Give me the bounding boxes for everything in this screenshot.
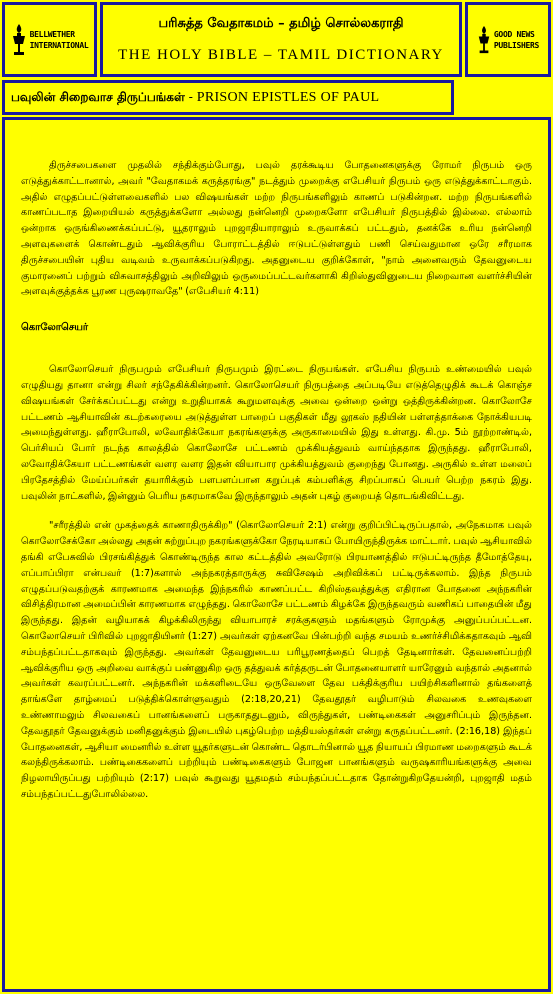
section-title-english: PRISON EPISTLES OF PAUL: [196, 90, 380, 105]
paragraph-colossians-2: "சரீரத்தில் என் முகத்தைக் காணாதிருக்கிற" (கொலோசெயர் 2:1) என்று குறிப்பிட்டிருப்பதால், அநேகமாக பவுல் கொலோசேக்கோ அல்லது அதன் சுற்றுப்புற நகரங்களுக்கோ நேரடியாகப் போயிருந்திருக்க மாட்டார். பவுல் ஆசியாவில் தங்கி எபேசுவில் பிரசங்கித்துக் கொண்டிருந்த கால கட்டத்தில் அவரோடு பிரயாணத்தில் ஈடுபட்டிருந்த தீமோத்தேயு, எப்பாப்பிரா என்பவர் (1:7)களால் அந்நகரத்தாருக்கு சுவிசேஷம் அறிவிக்கப் பட்டிருக்கலாம். இந்த நிருபம் எழுதப்படுவதற்குக் காரணமாக அமைந்த இந்நகரில் காணப்பட்ட கிறிஸ்தவத்துக்கு எதிரான போதனை அந்நகரின் விசித்திரமான அமைப்பின் காரணமாக எழுந்தது. கொலோசே பட்டணம் கிழக்கே இருந்தவரும் வணிகப் பாதையின் மீது இருந்தது. இதன் வழியாகக் கிழக்கிலிருந்து வியாபாரச் சரக்குகளும் மதங்களும் ரோமுக்கு அனுப்பப்பட்டன. கொலோசெயர் பிரிவில் புறஜாதியினர் (1:27) அவர்கள் ஏற்கனவே பின்பற்றி வந்த சமயம் உணர்ச்சிமிக்கதாகவும் ஆவி சம்பந்தப்பட்டதாகவும் இருந்தது. அவர்கள் தேவனுடைய பரிபூரணத்தைப் பெறத் தேடினார்கள். தேவனைப்பற்றி ஆவிக்குரிய ஒரு அறிவை வாக்குப் பண்ணுகிற ஒரு தத்துவக் கர்த்தருடன் போதனையாளர் யாரேனும் வந்தால் அதனால் அவர்கள் கவரப்பட்டனர். அந்நகரின் மக்களிடையே ஒருவேளை தேவ பக்திக்குரிய பயிற்சிகளினால் தங்களைத் தாங்களே தாழ்மைப் படுத்திக்கொள்ளுவதும் (2:18,20,21) தேவதூதர் வழிபாடும் சிலவகை உணவுகளை உண்ணாமலும் சிலவகைப் பானங்களைப் பருகாததுடனும், விருந்துகள், பண்டிகைகள் அனுசரிப்பும் இருந்தன. தேவதூதர் தேவனுக்கும் மனிதனுக்கும் இடையில் புகழ்பெற்ற மத்தியஸ்தர்கள் என்று கருதப்பட்டனர். (2:16,18) இந்தப் போதனைகள், ஆசியா மைனரில் உள்ள யூதர்களுடன் கொண்ட தொடர்பினால் யூத நியாயப் பிரமாண மறைகளும் கூடக் கலந்திருக்கலாம். பண்டிகைகளைப் பற்றியும் பண்டிகைகளும் போஜன பானங்களும் வருஷகாரியங்களுக்கு அவை நிழலாயிருப்பது பற்றியும் (2:17) பவுல் கூறுவது யூதமதம் சம்பந்தப்பட்டதாக தோன்றுகிறதேயன்றி, புறஜாதி மதம் சம்பந்தப்பட்டதுபோலில்லை.: [21, 520, 532, 800]
heading-colossians: கொலோசெயர்: [21, 322, 89, 334]
title-english: THE HOLY BIBLE – TAMIL DICTIONARY: [118, 47, 444, 63]
title-tamil: பரிசுத்த வேதாகமம் – தமிழ் சொல்லகராதி: [158, 16, 404, 31]
content-area[interactable]: [2, 117, 551, 992]
section-title: [2, 80, 454, 115]
section-title-tamil: பவுலின் சிறைவாச திருப்பங்கள்: [11, 90, 185, 104]
left-logo-line2: INTERNATIONAL: [29, 40, 89, 50]
paragraph-colossians-1: கொலோசெயர் நிருபமும் எபேசியர் நிருபமும் இரட்டை நிருபங்கள். எபேசிய நிருபம் உண்மையில் பவுல் எழுதியது தானா என்று சிலர் சந்தேகிக்கின்றனர். கொலோசெயர் நிருபத்தை அப்படியே எடுத்தெழுதிக் கூடக் கொஞ்ச விஷயங்கள் சேர்க்கப்பட்டது என்று உறுதியாகக் கூறுமளவுக்கு அவை ஒன்றை ஒன்று ஒத்திருக்கின்றன. கொலோசே பட்டணம் ஆசியாவின் கடற்கரையை அடுத்துள்ள பாறைப் பகுதிகள் மீது லூகஸ் நதியின் பள்ளத்தாக்கை நோக்கியபடி அமைந்துள்ளது. ஹீராபோலி, லவோதிக்கேயா நகரங்களுக்கு அருகாமையில் இது உள்ளது. கி.மு. 5ம் நூற்றாண்டில், பெர்சியப் போர் நடந்த காலத்தில் கொலோசே பட்டணம் முக்கியத்துவம் வாய்ந்ததாக இருந்தது. ஹீராபோலி, லவோதிக்கேயா பட்டணங்கள் வளர வளர இதன் வியாபார முக்கியத்துவம் குறைந்து போனது. அருகில் உள்ள மலைப் பிரதேசத்தில் மேய்ப்பர்கள் தயாரிக்கும் பளபளப்பான கறுப்புக் கம்பளிக்கு சிறப்பாகப் பெயர் பெற்ற நகரம் இது. பவுலின் நாட்களில், இன்னும் பெரிய நகரமாகவே இருந்தாலும் அதன் புகழ் குறையத் தொடங்கிவிட்டது.: [21, 364, 532, 502]
title-box: [100, 2, 462, 77]
right-logo-line2: PUBLISHERS: [493, 40, 540, 50]
left-logo-line1: BELLWETHER: [29, 29, 75, 39]
bellwether-logo[interactable]: [2, 2, 97, 77]
right-logo-line1: GOOD NEWS: [493, 29, 535, 39]
good-news-logo[interactable]: [465, 2, 551, 77]
lamp-icon: [11, 22, 27, 58]
page-header: [0, 0, 553, 79]
paragraph-ephesians: திருச்சபைகளை முதலில் சந்திக்கும்போது, பவுல் தரக்கூடிய போதனைகளுக்கு ரோமர் நிருபம் ஒரு எடுத்துக்காட்டானால், அவர் "வேதாகமக் கருத்தரங்கு" நடத்தும் முறைக்கு எபேசியர் நிருபம் ஒரு எடுத்துக்காட்டாகும். அதில் எழுதப்பட்டுள்ளவைகளில் பல விஷயங்கள் மற்ற நிருபங்களிலும் காணப் படுகின்றன. மற்ற நிருபங்களில் காணப்படாத இறையியல் கருத்துக்களோ அல்லது நன்னெறி முறைகளோ எபேசியர் நிருபத்தில் இல்லை. எல்லாம் ஒன்றாக ஒருங்கிணைக்கப்பட்டு, யூதராலும் புறஜாதியாராலும் உருவாக்கப் பட்டதும், தனக்கே உரிய நன்னெறி அளவுகளைக் கொண்டதும் ஆவிக்குரிய போராட்டத்தில் ஈடுபட்டுள்ளதும் பணி செய்வதுமான ஒரே சரீரமாக திருச்சபையின் புதிய வடிவம் உருவாக்கப்படுகிறது. அதனுடைய குறிக்கோள், "நாம் அனைவரும் தேவனுடைய குமாரனைப் பற்றும் விசுவாசத்திலும் அறிவிலும் ஒருமைப்பட்டவர்களாகி கிறிஸ்துவினுடைய நிறைவான வளர்ச்சியின் அளவுக்குத்தக்க பூரண புருஷராவதே" (எபேசியர் 4:11): [21, 160, 532, 298]
lamp-icon: [477, 23, 491, 57]
section-title-separator: -: [184, 90, 197, 104]
